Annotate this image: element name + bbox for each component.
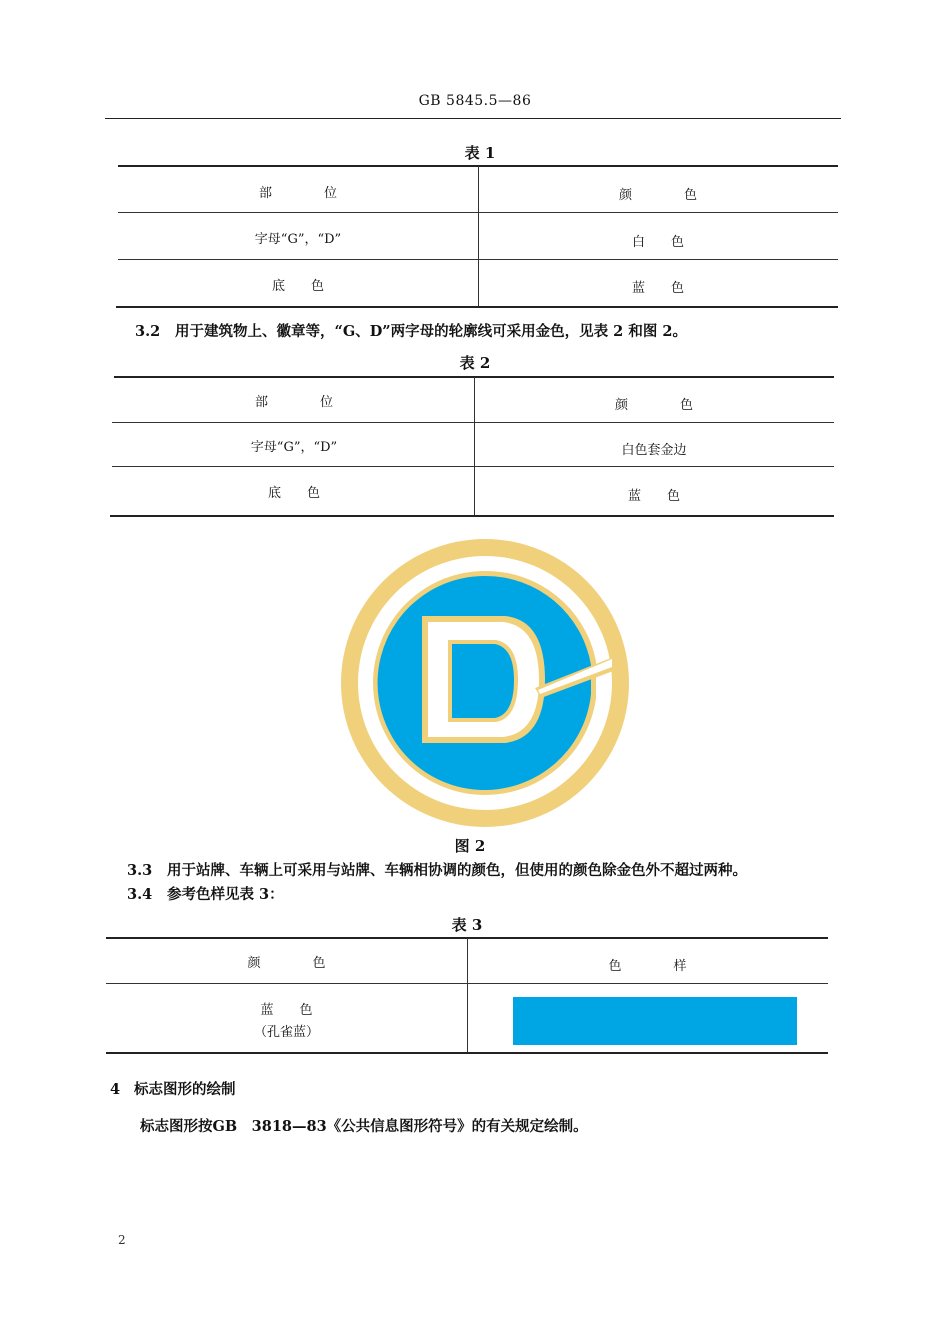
section-3-4 bbox=[127, 883, 284, 904]
section-3-2-number: 3.2 bbox=[135, 323, 161, 340]
table3-row-color-note: （孔雀蓝） bbox=[253, 1025, 319, 1040]
section-3-4-text: 参考色样见表 3： bbox=[167, 886, 284, 903]
gd-logo-figure bbox=[340, 538, 630, 828]
section-4-number: 4 bbox=[110, 1081, 121, 1098]
section-3-3 bbox=[127, 859, 747, 880]
table2-row2-part: 底 色 bbox=[267, 486, 320, 501]
table1-row1-part: 字母“G”，“D” bbox=[254, 232, 342, 247]
section-4-title: 标志图形的绘制 bbox=[134, 1081, 236, 1098]
table2-header-color: 颜 色 bbox=[614, 398, 693, 413]
table3-row-color-name: 蓝 色 bbox=[260, 1003, 313, 1018]
document-header: GB 5845.5—86 bbox=[418, 93, 532, 109]
table2-row1-color: 白色套金边 bbox=[621, 443, 687, 458]
table1-header-rule bbox=[118, 212, 838, 213]
peacock-blue-swatch bbox=[513, 997, 797, 1045]
header-rule bbox=[105, 118, 841, 119]
table1-row2-part: 底 色 bbox=[271, 279, 324, 294]
table2-row2-color: 蓝 色 bbox=[627, 489, 680, 504]
page-number: 2 bbox=[118, 1233, 126, 1247]
table2-header-part: 部 位 bbox=[254, 395, 333, 410]
table3-caption: 表 3 bbox=[451, 916, 483, 934]
table1-header-part: 部 位 bbox=[258, 186, 337, 201]
section-4-heading bbox=[110, 1078, 236, 1099]
section-4-text: 标志图形按GB 3818—83《公共信息图形符号》的有关规定绘制。 bbox=[140, 1118, 588, 1135]
table1-bottom-rule bbox=[116, 306, 838, 308]
table1-row2-color: 蓝 色 bbox=[631, 281, 684, 296]
section-3-3-number: 3.3 bbox=[127, 862, 153, 879]
table3-header-color: 颜 色 bbox=[247, 956, 326, 971]
logo-d-inner-blue-shape bbox=[452, 644, 514, 718]
table1-header-color: 颜 色 bbox=[618, 188, 697, 203]
table2-header-rule bbox=[112, 422, 834, 423]
table1-caption: 表 1 bbox=[464, 144, 496, 162]
table3-header-sample: 色 样 bbox=[608, 959, 687, 974]
table2-bottom-rule bbox=[110, 515, 834, 517]
table1-row1-color: 白 色 bbox=[631, 235, 684, 250]
table2-row-rule bbox=[112, 466, 834, 467]
section-3-2-text: 用于建筑物上、徽章等，“G、D”两字母的轮廓线可采用金色，见表 2 和图 2。 bbox=[175, 323, 687, 340]
table2-caption: 表 2 bbox=[459, 354, 491, 372]
section-3-2 bbox=[135, 320, 687, 341]
figure2-caption: 图 2 bbox=[454, 837, 486, 855]
table2-row1-part: 字母“G”，“D” bbox=[250, 440, 338, 455]
table1-row-rule bbox=[118, 259, 838, 260]
table3-bottom-rule bbox=[106, 1052, 828, 1054]
table3-header-rule bbox=[106, 983, 828, 984]
section-3-4-number: 3.4 bbox=[127, 886, 153, 903]
section-3-3-text: 用于站牌、车辆上可采用与站牌、车辆相协调的颜色，但使用的颜色除金色外不超过两种。 bbox=[167, 862, 747, 879]
